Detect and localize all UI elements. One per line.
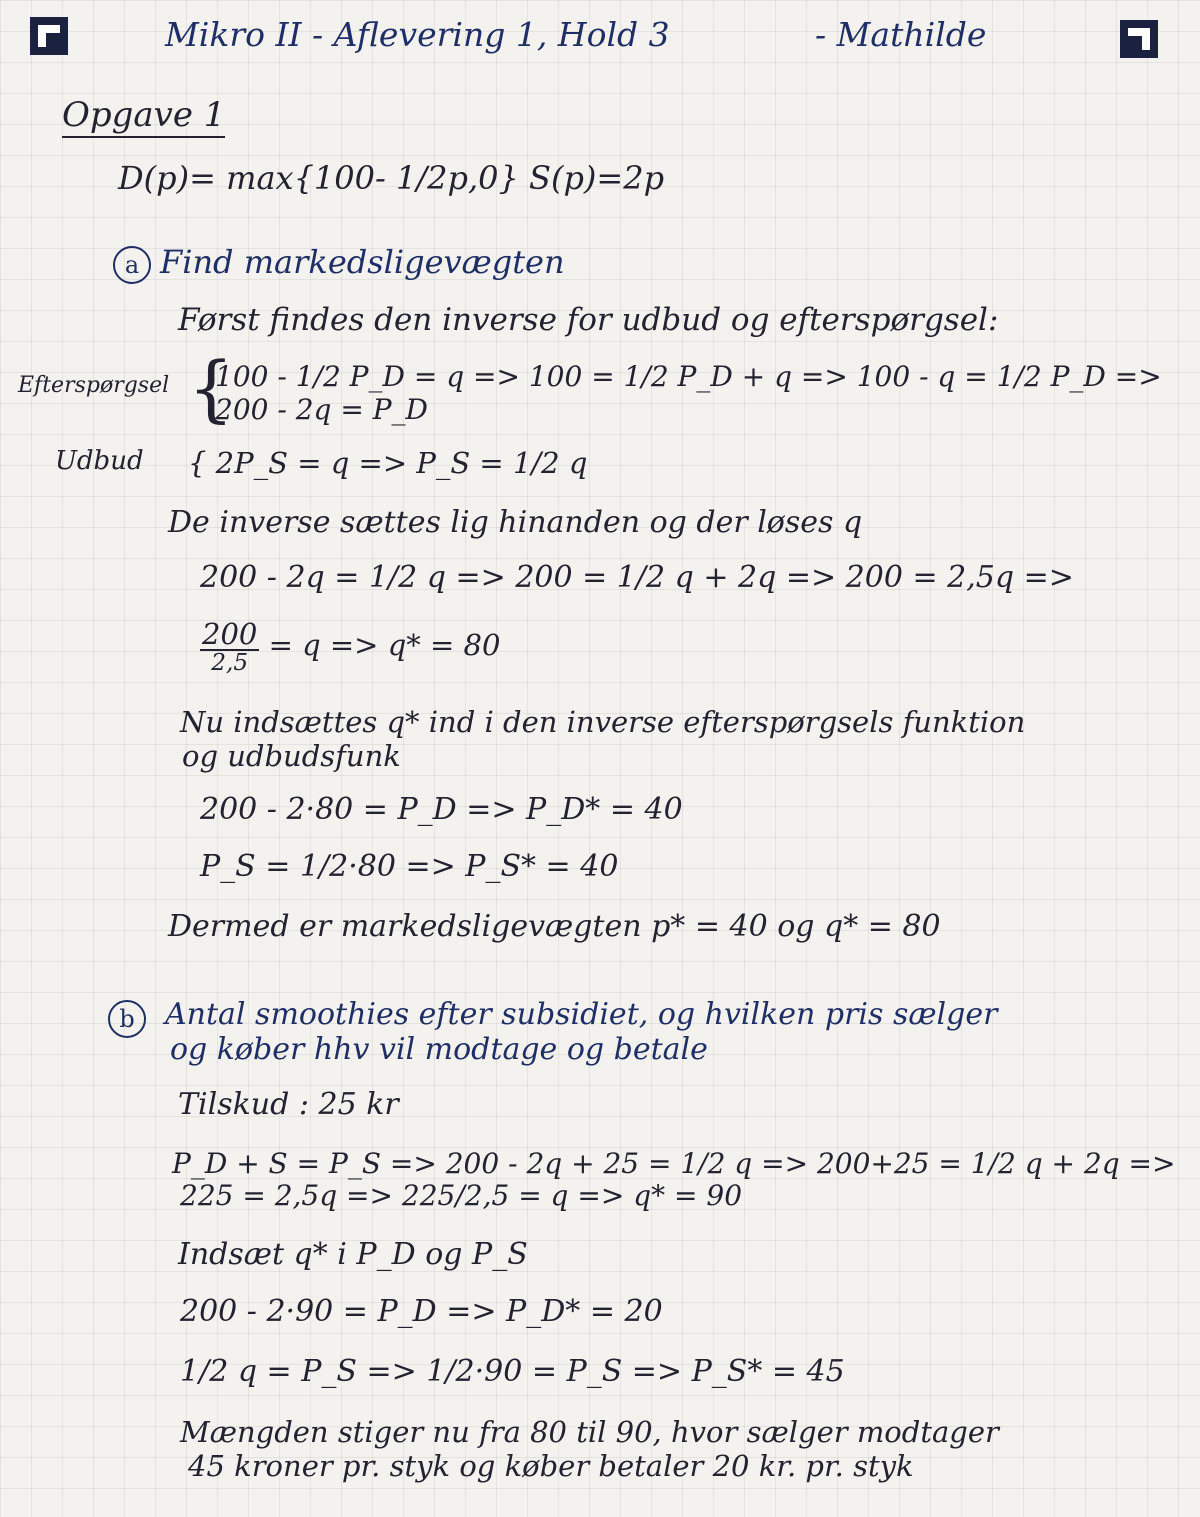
- insert-text-b: Indsæt q* i P_D og P_S: [178, 1237, 528, 1272]
- part-b-heading-1: Antal smoothies efter subsidiet, og hvilken pris sælger: [165, 997, 998, 1032]
- ps-equation-a: P_S = 1/2·80 => P_S* = 40: [200, 849, 619, 884]
- demand-line-1: 100 - 1/2 P_D = q => 100 = 1/2 P_D + q => 100 - q = 1/2 P_D =>: [215, 360, 1162, 393]
- equation-a2-rest: = q => q* = 80: [268, 628, 501, 663]
- insert-text-1: Nu indsættes q* ind i den inverse efterspørgsels funktion: [180, 705, 1026, 739]
- conclusion-a: Dermed er markedsligevægten p* = 40 og q* = 80: [168, 909, 941, 944]
- conclusion-b-2: 45 kroner pr. styk og køber betaler 20 kr. pr. styk: [188, 1449, 914, 1483]
- part-b-label: b: [119, 1005, 135, 1033]
- section-title: Opgave 1: [62, 98, 225, 138]
- insert-text-2: og udbudsfunk: [182, 739, 401, 773]
- equation-b2: 225 = 2,5q => 225/2,5 = q => q* = 90: [180, 1179, 743, 1212]
- part-a-label: a: [124, 251, 140, 279]
- supply-label: Udbud: [55, 446, 144, 476]
- demand-label: Efterspørgsel: [18, 373, 170, 398]
- fraction-numerator: 200: [202, 617, 258, 651]
- pd-equation-b: 200 - 2·90 = P_D => P_D* = 20: [180, 1294, 663, 1329]
- set-equal-text: De inverse sættes lig hinanden og der løses q: [168, 505, 863, 540]
- given-functions: D(p)= max{100- 1/2p,0} S(p)=2p: [118, 159, 665, 197]
- part-a-intro: Først findes den inverse for udbud og efterspørgsel:: [178, 302, 999, 338]
- supply-line: { 2P_S = q => P_S = 1/2 q: [188, 446, 588, 480]
- equation-b1: P_D + S = P_S => 200 - 2q + 25 = 1/2 q => 200+25 = 1/2 q + 2q =>: [172, 1147, 1176, 1180]
- corner-marker-right: [1120, 20, 1158, 58]
- demand-brace: {: [188, 346, 234, 430]
- fraction: [200, 617, 259, 676]
- pd-equation-a: 200 - 2·80 = P_D => P_D* = 40: [200, 792, 683, 827]
- equation-a2: [200, 617, 501, 676]
- subsidy-text: Tilskud : 25 kr: [178, 1087, 399, 1122]
- page-title: Mikro II - Aflevering 1, Hold 3: [165, 15, 670, 54]
- author-name: - Mathilde: [815, 15, 987, 54]
- part-b-circle-label: [108, 1000, 146, 1038]
- part-b-heading-2: og køber hhv vil modtage og betale: [170, 1032, 708, 1067]
- part-a-circle-label: [113, 246, 151, 284]
- conclusion-b-1: Mængden stiger nu fra 80 til 90, hvor sælger modtager: [180, 1415, 999, 1449]
- corner-marker-left: [30, 17, 68, 55]
- part-a-heading: Find markedsligevægten: [160, 243, 565, 281]
- ps-equation-b: 1/2 q = P_S => 1/2·90 = P_S => P_S* = 45: [180, 1354, 845, 1389]
- equation-a1: 200 - 2q = 1/2 q => 200 = 1/2 q + 2q => 200 = 2,5q =>: [200, 560, 1074, 595]
- fraction-denominator: 2,5: [211, 649, 249, 676]
- demand-line-2: 200 - 2q = P_D: [215, 393, 428, 426]
